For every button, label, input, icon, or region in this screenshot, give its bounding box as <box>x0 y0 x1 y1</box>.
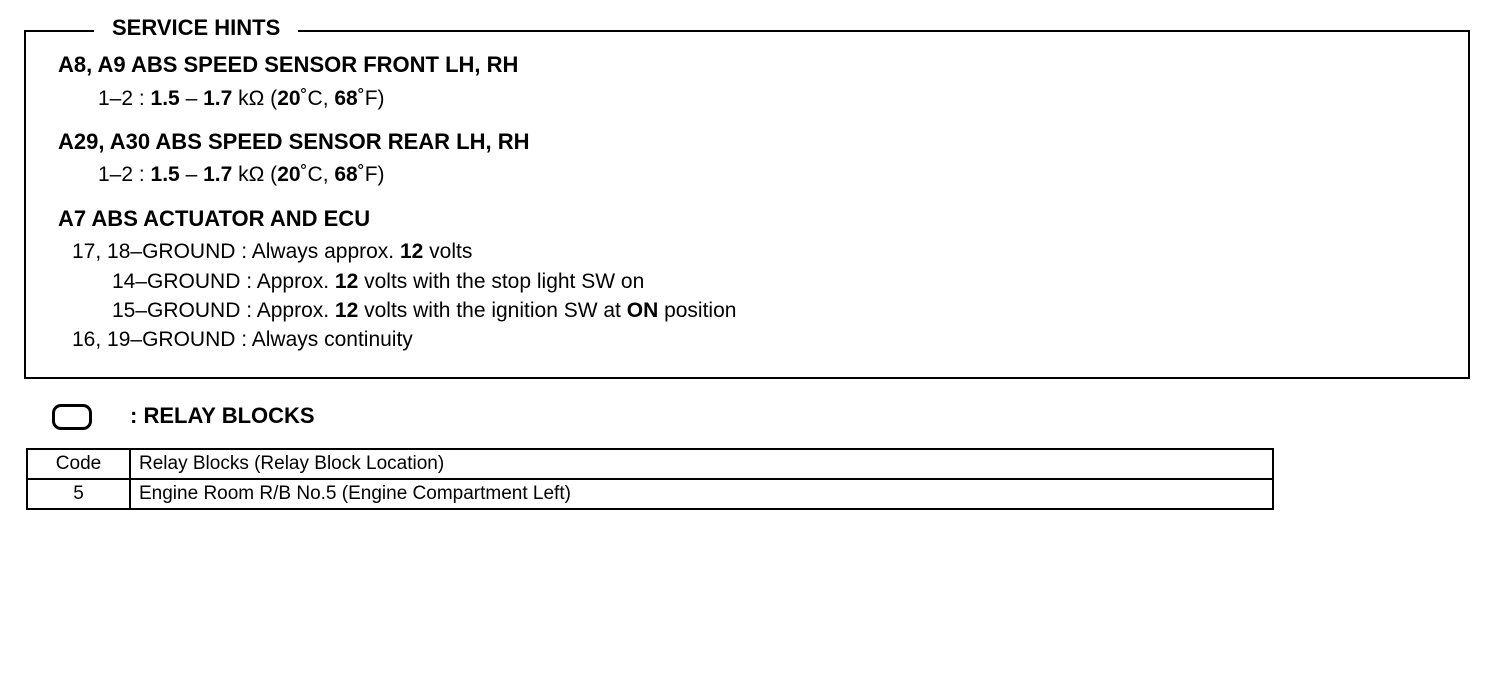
cell-relay-block-name: Engine Room R/B No.5 (Engine Compartment Left) <box>130 479 1273 509</box>
column-header-relay-blocks: Relay Blocks (Relay Block Location) <box>130 449 1273 479</box>
spec-line-rear-sensor: 1–2 : 1.5 – 1.7 kΩ (20˚C, 68˚F) <box>98 163 385 186</box>
spec-line-ecu-14: 14–GROUND : Approx. 12 volts with the stop light SW on <box>112 270 645 293</box>
spec-line-ecu-16-19: 16, 19–GROUND : Always continuity <box>72 328 413 351</box>
relay-blocks-table <box>26 448 1274 510</box>
cell-code: 5 <box>27 479 130 509</box>
section-title-rear-sensor: A29, A30 ABS SPEED SENSOR REAR LH, RH <box>58 129 530 154</box>
column-header-code: Code <box>27 449 130 479</box>
table-row <box>27 479 1273 509</box>
service-hints-title: SERVICE HINTS <box>94 14 298 42</box>
section-title-actuator-ecu: A7 ABS ACTUATOR AND ECU <box>58 206 371 231</box>
section-title-front-sensor: A8, A9 ABS SPEED SENSOR FRONT LH, RH <box>58 52 519 77</box>
spec-line-ecu-15: 15–GROUND : Approx. 12 volts with the ignition SW at ON position <box>112 299 737 322</box>
table-header-row <box>27 449 1273 479</box>
relay-blocks-heading: : RELAY BLOCKS <box>130 403 315 428</box>
relay-block-icon <box>52 404 92 430</box>
spec-line-front-sensor: 1–2 : 1.5 – 1.7 kΩ (20˚C, 68˚F) <box>98 87 385 110</box>
spec-line-ecu-17-18: 17, 18–GROUND : Always approx. 12 volts <box>72 240 473 263</box>
